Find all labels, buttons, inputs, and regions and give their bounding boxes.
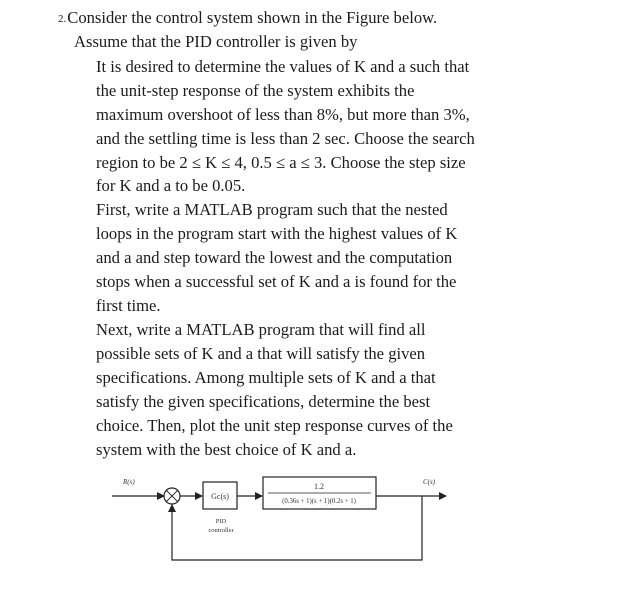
- body-line-2: the unit-step response of the system exhibits the: [96, 81, 415, 100]
- output-label: C(s): [423, 478, 436, 486]
- body-line-14: specifications. Among multiple sets of K and a that: [96, 368, 436, 387]
- body-line-1: It is desired to determine the values of K and a such that: [96, 57, 470, 76]
- body-line-15: satisfy the given specifications, determine the best: [96, 392, 431, 411]
- body-line-7: First, write a MATLAB program such that the nested: [96, 200, 448, 219]
- body-line-11: first time.: [96, 296, 161, 315]
- body-line-13: possible sets of K and a that will satisfy the given: [96, 344, 426, 363]
- heading-line-1-text: Consider the control system shown in the Figure below.: [67, 8, 438, 27]
- body-line-9: and a and step toward the lowest and the computation: [96, 248, 453, 267]
- body-line-17: system with the best choice of K and a.: [96, 440, 357, 459]
- body-line-5: region to be 2 ≤ K ≤ 4, 0.5 ≤ a ≤ 3. Choose the step size: [96, 153, 466, 172]
- body-line-6: for K and a to be 0.05.: [96, 176, 246, 195]
- controller-caption-pid: PID: [215, 518, 227, 525]
- problem-number: 2.: [58, 13, 67, 25]
- body-line-3: maximum overshoot of less than 8%, but more than 3%,: [96, 105, 470, 124]
- plant-denominator: (0.36s + 1)(s + 1)(0.2s + 1): [282, 498, 356, 505]
- controller-caption-word: controller: [208, 527, 234, 534]
- body-line-8: loops in the program start with the highest values of K: [96, 224, 458, 243]
- body-line-10: stops when a successful set of K and a is found for the: [96, 272, 457, 291]
- body-line-4: and the settling time is less than 2 sec. Choose the search: [96, 129, 475, 148]
- plant-numerator: 1.2: [314, 482, 324, 491]
- problem-heading-line-2: Assume that the PID controller is given by: [74, 32, 358, 51]
- body-line-12: Next, write a MATLAB program that will find all: [96, 320, 426, 339]
- body-line-16: choice. Then, plot the unit step response curves of the: [96, 416, 453, 435]
- controller-block-label: Gc(s): [211, 492, 229, 501]
- input-label: R(s): [123, 478, 135, 486]
- summing-junction: [164, 488, 180, 504]
